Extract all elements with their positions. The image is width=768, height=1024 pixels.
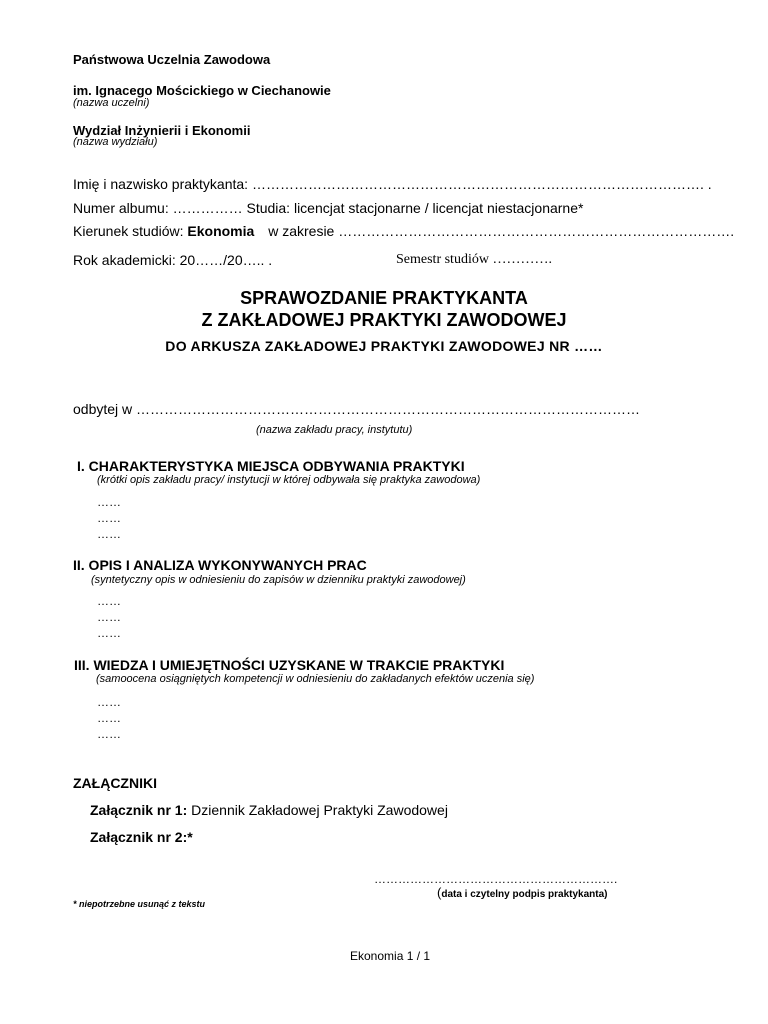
semester-dots: …………. xyxy=(492,252,552,267)
section-3-subtitle: (samoocena osiągniętych kompetencji w odniesieniu do zakładanych efektów uczenia się) xyxy=(96,673,535,685)
name-label: Imię i nazwisko praktykanta: xyxy=(73,176,249,192)
name-field xyxy=(73,176,712,192)
section-2-dots-3: …… xyxy=(97,626,121,640)
footnote: * niepotrzebne usunąć z tekstu xyxy=(73,899,206,909)
attachment-1-text: Dziennik Zakładowej Praktyki Zawodowej xyxy=(191,802,448,818)
section-1-dots-1: …… xyxy=(97,495,121,509)
faculty-hint: (nazwa wydziału) xyxy=(73,136,158,148)
direction-label: Kierunek studiów: xyxy=(73,223,184,239)
university-hint: (nazwa uczelni) xyxy=(73,97,150,109)
album-label: Numer albumu: xyxy=(73,200,169,216)
section-2-title: II. OPIS I ANALIZA WYKONYWANYCH PRAC xyxy=(73,557,367,573)
section-2-dots-2: …… xyxy=(97,610,121,624)
place-dots: ……………………………………………………………………………………………… xyxy=(136,401,641,417)
section-1-subtitle: (krótki opis zakładu pracy/ instytucji w której odbywała się praktyka zawodowa) xyxy=(97,474,481,486)
document-title-line2: Z ZAKŁADOWEJ PRAKTYKI ZAWODOWEJ xyxy=(201,310,567,330)
attachment-2-label: Załącznik nr 2:* xyxy=(90,829,193,845)
section-3-dots-1: …… xyxy=(97,695,121,709)
direction-field xyxy=(73,223,734,239)
page-footer: Ekonomia 1 / 1 xyxy=(350,949,431,963)
section-3-title: III. WIEDZA I UMIEJĘTNOŚCI UZYSKANE W TRAKCIE PRAKTYKI xyxy=(74,657,505,673)
place-label: odbytej w xyxy=(73,401,133,417)
faculty-name: Wydział Inżynierii i Ekonomii xyxy=(73,123,251,138)
semester-label: Semestr studiów xyxy=(396,252,489,267)
studies-text: Studia: licencjat stacjonarne / licencjat niestacjonarne* xyxy=(246,200,584,216)
scope-label: w zakresie xyxy=(268,223,335,239)
scope-dots: …………………………………………………………………………. xyxy=(338,223,735,239)
place-field xyxy=(73,401,640,417)
university-name: Państwowa Uczelnia Zawodowa xyxy=(73,52,271,67)
signature-label xyxy=(437,885,608,900)
album-field xyxy=(73,200,583,216)
attachment-1-label: Załącznik nr 1: xyxy=(90,802,188,818)
signature-dots: ……………………………………………………. xyxy=(374,872,618,886)
signature-paren: ( xyxy=(437,885,442,900)
section-3-dots-2: …… xyxy=(97,711,121,725)
section-1-title: I. CHARAKTERYSTYKA MIEJSCA ODBYWANIA PRAKTYKI xyxy=(77,458,465,474)
section-2-dots-1: …… xyxy=(97,594,121,608)
semester-field xyxy=(396,252,552,268)
university-name-line2: im. Ignacego Mościckiego w Ciechanowie xyxy=(73,83,331,98)
year-field: Rok akademicki: 20……/20….. . xyxy=(73,252,273,268)
document-title-line1: SPRAWOZDANIE PRAKTYKANTA xyxy=(240,288,528,308)
album-dots: …………… xyxy=(172,200,243,216)
name-dots: ……………………………………………………………………………………. . xyxy=(251,176,712,192)
section-3-dots-3: …… xyxy=(97,727,121,741)
signature-label-text: data i czytelny podpis praktykanta) xyxy=(441,889,608,900)
direction-value: Ekonomia xyxy=(187,223,255,239)
attachment-1 xyxy=(90,802,448,818)
section-2-subtitle: (syntetyczny opis w odniesieniu do zapisów w dzienniku praktyki zawodowej) xyxy=(91,574,466,586)
document-title-line3: DO ARKUSZA ZAKŁADOWEJ PRAKTYKI ZAWODOWEJ NR …… xyxy=(165,338,603,354)
place-hint: (nazwa zakładu pracy, instytutu) xyxy=(256,424,413,436)
section-1-dots-3: …… xyxy=(97,527,121,541)
section-1-dots-2: …… xyxy=(97,511,121,525)
attachments-title: ZAŁĄCZNIKI xyxy=(73,775,157,791)
